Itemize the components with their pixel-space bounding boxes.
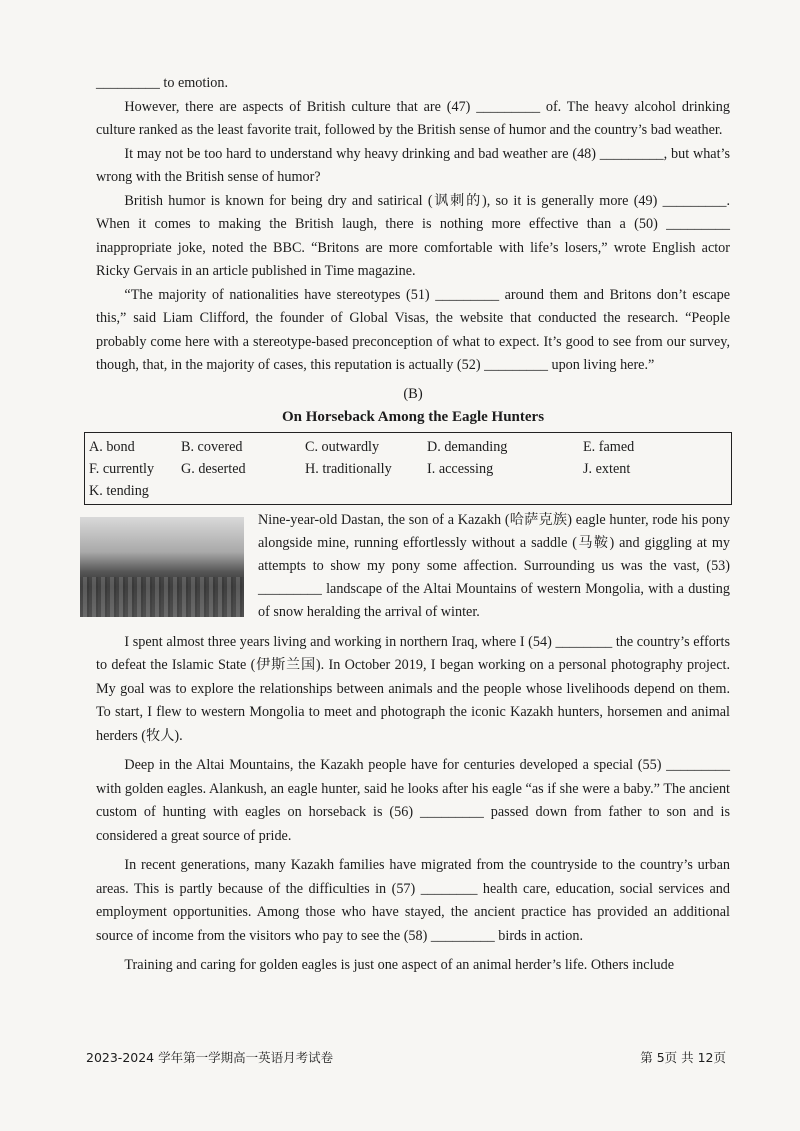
passage-a-line: _________ to emotion.: [96, 75, 229, 91]
intro-with-photo: [80, 509, 730, 625]
word-option: F. currently: [89, 460, 155, 477]
word-option: H. traditionally: [305, 460, 392, 477]
page-number: 第 5页 共 12页: [640, 1050, 726, 1065]
passage-b-paragraph: Deep in the Altai Mountains, the Kazakh people have for centuries developed a special (55) _________ with golden eagles. Alankush, an eagle hunter, said he looks after his eagle “as if she were a baby.” The ancient custom of hunting with eagles on horseback is (56) _________ passed down from father to son and is considered a great source of pride.: [96, 757, 730, 844]
word-option: E. famed: [583, 438, 635, 455]
section-label: (B): [403, 385, 423, 402]
word-bank: [84, 432, 732, 505]
word-option: B. covered: [181, 438, 243, 455]
passage-a-paragraph: It may not be too hard to understand why heavy drinking and bad weather are (48) _________, but what’s wrong with the British sense of humor?: [96, 145, 730, 185]
passage-b-paragraph: In recent generations, many Kazakh families have migrated from the countryside to the country’s urban areas. This is partly because of the difficulties in (57) ________ health care, education, social services and employment opportunities. Among those who have stayed, the ancient practice has provided an additional source of income from the visitors who pay to see the (58) _________ birds in action.: [96, 857, 730, 944]
word-option: A. bond: [89, 438, 135, 455]
word-option: D. demanding: [427, 438, 508, 455]
word-option: G. deserted: [181, 460, 246, 477]
exam-title-footer: 2023-2024 学年第一学期高一英语月考试卷: [86, 1050, 334, 1065]
passage-b-paragraph: Training and caring for golden eagles is just one aspect of an animal herder’s life. Others include: [124, 957, 674, 974]
passage-a-paragraph: However, there are aspects of British culture that are (47) _________ of. The heavy alcohol drinking culture ranked as the least favorite trait, followed by the British sense of humor and the country’s bad weather.: [96, 98, 730, 138]
passage-title: On Horseback Among the Eagle Hunters: [281, 408, 545, 425]
word-option: J. extent: [583, 460, 631, 477]
mountain-landscape-photo: [80, 517, 244, 617]
passage-b-paragraph: I spent almost three years living and working in northern Iraq, where I (54) ________ the country’s efforts to defeat the Islamic State (伊斯兰国). In October 2019, I began working on a personal photography project. My goal was to explore the relationships between animals and the people whose livelihoods depend on them. To start, I flew to western Mongolia to meet and photograph the iconic Kazakh hunters, horsemen and animal herders (牧人).: [96, 633, 730, 744]
passage-b-paragraph: Nine-year-old Dastan, the son of a Kazakh (哈萨克族) eagle hunter, rode his pony alongside mine, running effortlessly without a saddle (马鞍) and giggling at my attempts to show my pony some affection. Surrounding us was the vast, (53) _________ landscape of the Altai Mountains of western Mongolia, with a dusting of snow heralding the arrival of winter.: [258, 511, 730, 621]
page-footer: [86, 1048, 726, 1066]
passage-a-paragraph: British humor is known for being dry and satirical (讽刺的), so it is generally more (49) _________. When it comes to making the British laugh, there is nothing more effective than a (50) _________ inappropriate joke, noted the BBC. “Britons are more comfortable with life’s losers,” wrote English actor Ricky Gervais in an article published in Time magazine.: [96, 192, 730, 279]
passage-a-paragraph: “The majority of nationalities have stereotypes (51) _________ around them and Britons don’t escape this,” said Liam Clifford, the founder of Global Visas, the website that conducted the research. “People probably come here with a stereotype-based preconception of what to expect. It’s good to see from our survey, though, that, in the majority of cases, this reputation is actually (52) _________ upon living here.”: [96, 286, 730, 373]
word-option: C. outwardly: [305, 438, 380, 455]
word-option: I. accessing: [427, 460, 494, 477]
word-option: K. tending: [89, 482, 149, 499]
